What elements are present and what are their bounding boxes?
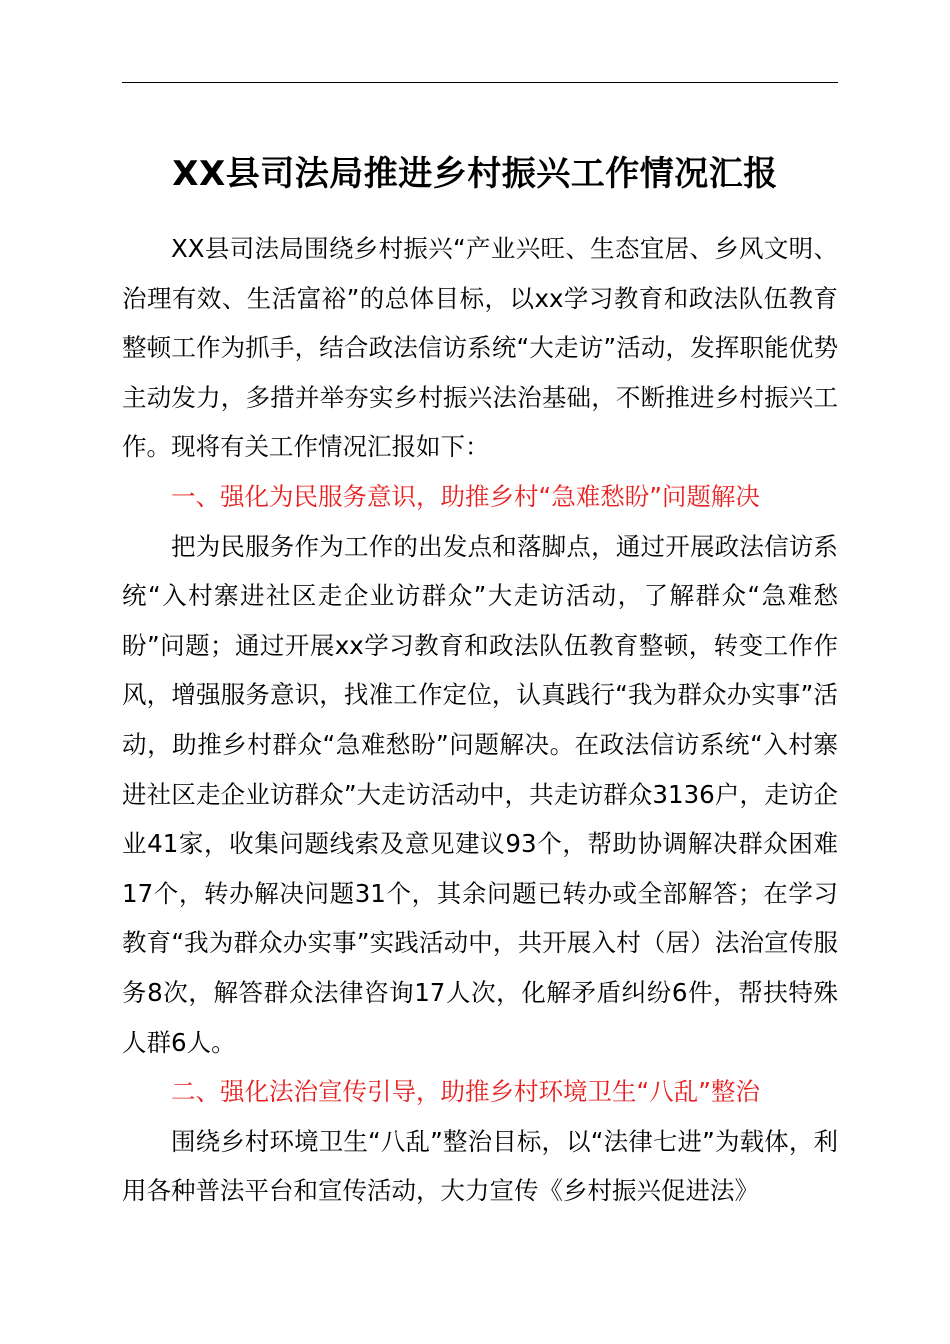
document-title: XX县司法局推进乡村振兴工作情况汇报 [172, 154, 778, 194]
section-heading-1: 一、强化为民服务意识，助推乡村“急难愁盼”问题解决 [171, 481, 760, 511]
intro-paragraph: XX县司法局围绕乡村振兴“产业兴旺、生态宜居、乡风文明、治理有效、生活富裕”的总体目标，以xx学习教育和政法队伍教育整顿工作为抓手，结合政法信访系统“大走访”活动，发挥职能优势主动发力，多措并举夯实乡村振兴法治基础，不断推进乡村振兴工作。现将有关工作情况汇报如下： [122, 234, 838, 462]
section-heading-2: 二、强化法治宣传引导，助推乡村环境卫生“八乱”整治 [171, 1077, 760, 1107]
section-1-paragraph: 把为民服务作为工作的出发点和落脚点，通过开展政法信访系统“入村寨进社区走企业访群众”大走访活动，了解群众“急难愁盼”问题；通过开展xx学习教育和政法队伍教育整顿，转变工作作风，增强服务意识，找准工作定位，认真践行“我为群众办实事”活动，助推乡村群众“急难愁盼”问题解决。在政法信访系统“入村寨进社区走企业访群众”大走访活动中，共走访群众3136户，走访企业41家，收集问题线索及意见建议93个，帮助协调解决群众困难17个，转办解决问题31个，其余问题已转办或全部解答；在学习教育“我为群众办实事”实践活动中，共开展入村（居）法治宣传服务8次，解答群众法律咨询17人次，化解矛盾纠纷6件，帮扶特殊人群6人。 [122, 531, 838, 1057]
document-body [122, 224, 838, 1216]
header-rule [122, 82, 838, 83]
section-2-paragraph: 围绕乡村环境卫生“八乱”整治目标，以“法律七进”为载体，利用各种普法平台和宣传活动，大力宣传《乡村振兴促进法》 [122, 1126, 838, 1206]
